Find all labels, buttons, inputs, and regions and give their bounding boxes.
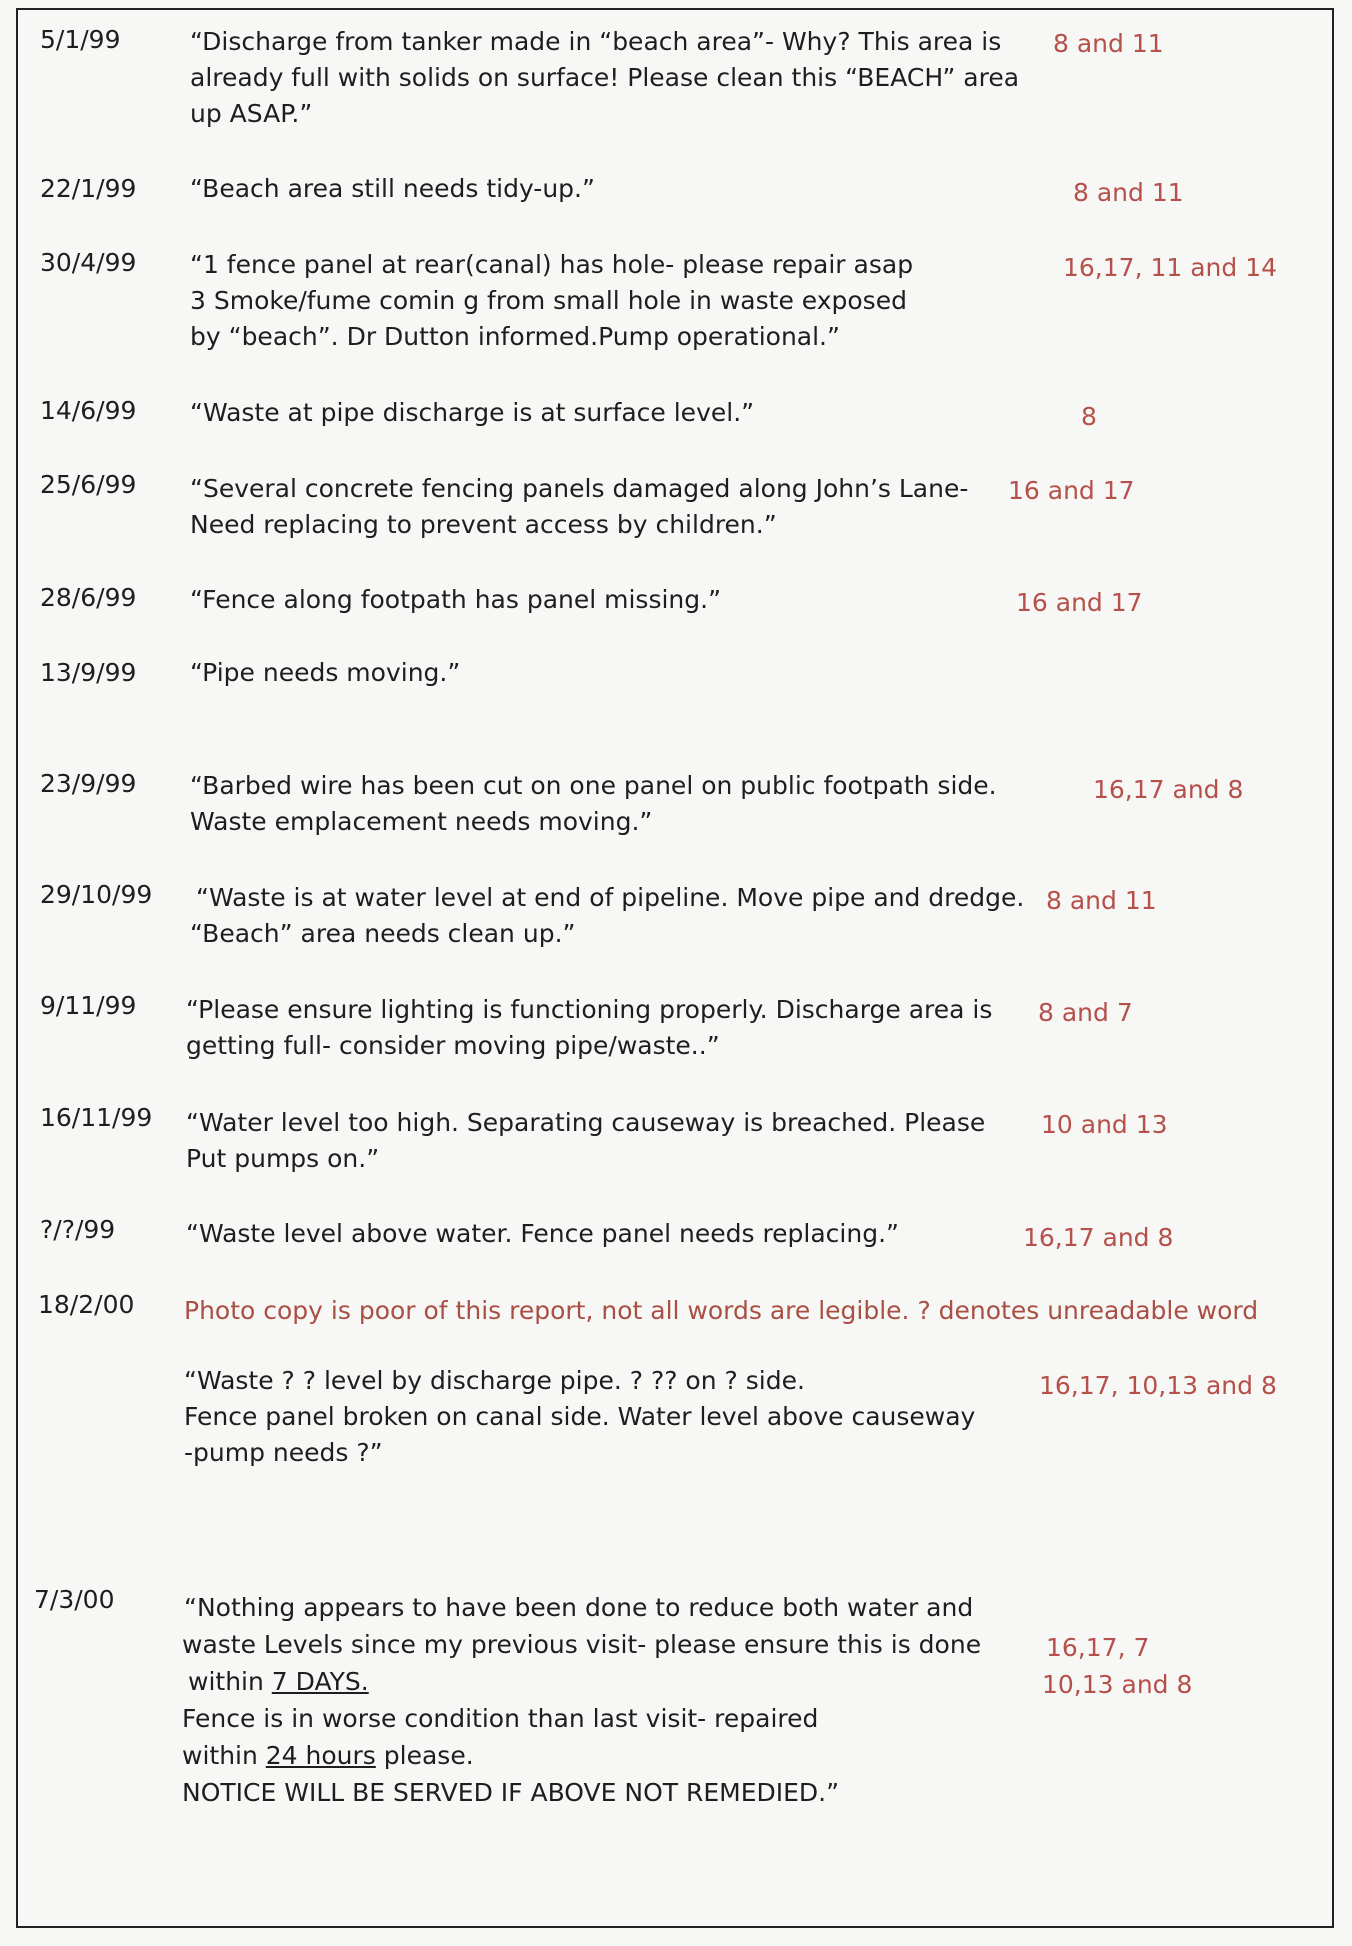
editor-note: Photo copy is poor of this report, not all words are legible. ? denotes unreadable word: [184, 1296, 1259, 1325]
entry-text: [190, 582, 721, 618]
entry-text-line: waste Levels since my previous visit- please ensure this is done: [182, 1630, 982, 1659]
entry-text-line: NOTICE WILL BE SERVED IF ABOVE NOT REMEDIED.”: [182, 1778, 840, 1807]
entry-text-line: [182, 1737, 981, 1774]
entry-text-line: “Waste level above water. Fence panel needs replacing.”: [186, 1219, 899, 1248]
entry-text-line: Fence is in worse condition than last visit- repaired: [182, 1704, 819, 1733]
entry-text: [186, 1105, 985, 1177]
entry-reference: 8: [1081, 402, 1097, 431]
entry-text: [186, 1216, 899, 1252]
entry-text-line: already full with solids on surface! Please clean this “BEACH” area: [190, 63, 1020, 92]
entry-date: 30/4/99: [40, 248, 137, 277]
entry-text-line: 3 Smoke/fume comin g from small hole in waste exposed: [190, 286, 907, 315]
deadline-hours: 24 hours: [265, 1741, 376, 1770]
deadline-days: 7 DAYS.: [271, 1667, 369, 1696]
entry-text-line: “Discharge from tanker made in “beach area”- Why? This area is: [190, 27, 1002, 56]
entry-reference: [1042, 1629, 1193, 1703]
entry-text-line: “Pipe needs moving.”: [190, 658, 461, 687]
entry-text: [190, 880, 1025, 952]
entry-text: [190, 395, 754, 431]
entry-reference: 16,17, 10,13 and 8: [1039, 1371, 1277, 1400]
entry-text-line: “Waste is at water level at end of pipeline. Move pipe and dredge.: [196, 883, 1025, 912]
entry-reference: 10 and 13: [1041, 1110, 1168, 1139]
entry-text-line: up ASAP.”: [190, 99, 313, 128]
entry-reference: 16,17 and 8: [1093, 775, 1244, 804]
text-prefix: within: [182, 1741, 266, 1770]
entry-text-line: Need replacing to prevent access by children.”: [190, 510, 777, 539]
entry-text: [190, 768, 997, 840]
entry-text-line: Waste emplacement needs moving.”: [190, 807, 653, 836]
entry-date: 13/9/99: [40, 658, 137, 687]
entry-text: [182, 1589, 981, 1811]
entry-text-line: “Barbed wire has been cut on one panel on public footpath side.: [190, 771, 997, 800]
entry-date: 28/6/99: [40, 583, 137, 612]
entry-text-line: “Please ensure lighting is functioning properly. Discharge area is: [186, 995, 993, 1024]
entry-reference: 16,17, 11 and 14: [1063, 253, 1278, 282]
entry-text-line: by “beach”. Dr Dutton informed.Pump operational.”: [190, 322, 840, 351]
entry-reference: 16,17 and 8: [1023, 1223, 1174, 1252]
entry-text-line: Fence panel broken on canal side. Water level above causeway: [184, 1402, 976, 1431]
entry-reference: 8 and 7: [1038, 998, 1133, 1027]
entry-text: [190, 24, 1019, 132]
entry-text-line: -pump needs ?”: [184, 1438, 383, 1467]
text-prefix: within: [188, 1667, 272, 1696]
entry-text-line: “Nothing appears to have been done to reduce both water and: [184, 1593, 974, 1622]
entry-reference: 16 and 17: [1008, 476, 1135, 505]
entry-reference: 8 and 11: [1046, 886, 1157, 915]
entry-date: 23/9/99: [40, 769, 137, 798]
entry-text: [186, 992, 992, 1064]
text-suffix: please.: [375, 1741, 474, 1770]
entry-date: 22/1/99: [40, 174, 137, 203]
entry-text: [190, 655, 460, 691]
entry-date: 7/3/00: [34, 1585, 115, 1614]
entry-date: ?/?/99: [40, 1215, 116, 1244]
entry-text-line: “Waste ? ? level by discharge pipe. ? ?? on ? side.: [184, 1366, 805, 1395]
entry-date: 18/2/00: [38, 1290, 135, 1319]
entry-text-line: “1 fence panel at rear(canal) has hole- please repair asap: [190, 250, 914, 279]
entry-date: 16/11/99: [40, 1103, 153, 1132]
entry-text-line: Put pumps on.”: [186, 1144, 380, 1173]
entry-text: [184, 1363, 975, 1471]
entry-text-line: “Waste at pipe discharge is at surface level.”: [190, 398, 755, 427]
entry-date: 5/1/99: [40, 25, 121, 54]
entry-reference: 16 and 17: [1016, 588, 1143, 617]
entry-date: 9/11/99: [40, 991, 137, 1020]
entry-text-line: “Water level too high. Separating causeway is breached. Please: [186, 1108, 986, 1137]
entry-text: [190, 171, 595, 207]
reference-line: 16,17, 7: [1046, 1633, 1150, 1662]
entry-text: [190, 471, 968, 543]
entry-reference: 8 and 11: [1053, 29, 1164, 58]
entry-date: 14/6/99: [40, 396, 137, 425]
entry-text-line: “Beach area still needs tidy-up.”: [190, 174, 595, 203]
entry-text-line: “Several concrete fencing panels damaged along John’s Lane-: [190, 474, 969, 503]
entry-date: 25/6/99: [40, 470, 137, 499]
entry-date: 29/10/99: [40, 880, 153, 909]
reference-line: 10,13 and 8: [1042, 1670, 1193, 1699]
entry-text: [190, 247, 913, 355]
entry-reference: 8 and 11: [1073, 178, 1184, 207]
entry-text-line: getting full- consider moving pipe/waste..”: [186, 1031, 720, 1060]
entry-text-line: “Beach” area needs clean up.”: [190, 919, 576, 948]
entry-text-line: “Fence along footpath has panel missing.”: [190, 585, 722, 614]
entry-text-line: [188, 1663, 981, 1700]
